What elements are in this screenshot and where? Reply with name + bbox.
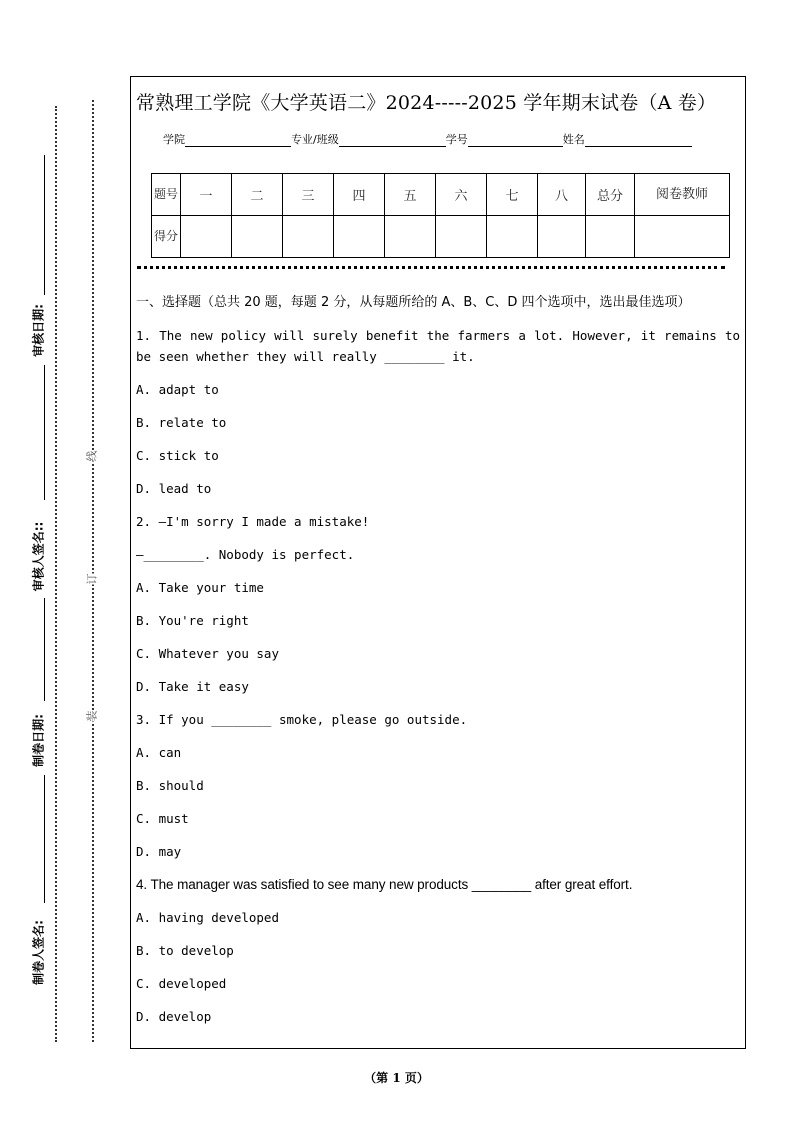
score-cell[interactable] <box>635 216 730 258</box>
question-content <box>136 292 748 1039</box>
major-class-label: 专业/班级 <box>291 133 339 146</box>
answer-option: A. can <box>136 745 182 760</box>
answer-option: D. develop <box>136 1009 212 1024</box>
score-cell[interactable] <box>232 216 283 258</box>
col-2: 二 <box>232 174 283 216</box>
col-5: 五 <box>385 174 436 216</box>
col-4: 四 <box>334 174 385 216</box>
student-id-field[interactable] <box>468 132 563 147</box>
answer-option: C. developed <box>136 976 227 991</box>
reviewer-signature-label: 审核人签名:: <box>31 521 46 592</box>
question-text: —________. Nobody is perfect. <box>136 547 355 562</box>
section-heading: 一、选择题（总共 20 题，每题 2 分，从每题所给的 A、B、C、D 四个选项中，选出最佳选项） <box>136 295 691 310</box>
exam-title: 常熟理工学院《大学英语二》2024-----2025 学年期末试卷（A 卷） <box>136 92 717 114</box>
answer-option: C. stick to <box>136 448 219 463</box>
col-8: 八 <box>538 174 586 216</box>
name-label: 姓名 <box>562 133 585 146</box>
answer-option: B. to develop <box>136 943 234 958</box>
score-label: 得分 <box>152 216 181 258</box>
col-total: 总分 <box>586 174 635 216</box>
answer-option: B. relate to <box>136 415 227 430</box>
answer-option: B. You're right <box>136 613 249 628</box>
col-3: 三 <box>283 174 334 216</box>
binding-char-bind: 装 <box>85 710 99 722</box>
answer-option: D. may <box>136 844 182 859</box>
college-field[interactable] <box>185 132 291 147</box>
binding-char-line: 线 <box>85 450 99 462</box>
preparer-signature-line <box>44 775 45 903</box>
answer-option: C. must <box>136 811 189 826</box>
col-6: 六 <box>436 174 487 216</box>
student-id-label: 学号 <box>445 133 468 146</box>
score-table-score-row <box>152 216 730 258</box>
answer-option: B. should <box>136 778 204 793</box>
separator-dotted-line <box>137 266 725 269</box>
page-footer: （第 1 页） <box>364 1071 429 1085</box>
score-cell[interactable] <box>538 216 586 258</box>
prep-date-label: 制卷日期: <box>31 714 46 767</box>
answer-option: D. Take it easy <box>136 679 249 694</box>
student-info-fields <box>163 131 692 147</box>
binding-dotted-line-outer <box>55 106 57 1042</box>
score-cell[interactable] <box>385 216 436 258</box>
answer-option: A. adapt to <box>136 382 219 397</box>
score-table-header-row <box>152 174 730 216</box>
prep-date-line <box>44 598 45 701</box>
binding-dotted-line-inner <box>92 100 94 1042</box>
review-date-label: 审核日期: <box>31 304 46 357</box>
score-cell[interactable] <box>181 216 232 258</box>
col-1: 一 <box>181 174 232 216</box>
college-label: 学院 <box>163 133 185 146</box>
major-class-field[interactable] <box>339 132 446 147</box>
col-grader: 阅卷教师 <box>635 174 730 216</box>
question-text: 1. The new policy will surely benefit the farmers a lot. However, it remains to be seen whether they will really ________ it. <box>136 328 748 364</box>
score-cell[interactable] <box>586 216 635 258</box>
score-cell[interactable] <box>436 216 487 258</box>
question-number-label: 题号 <box>152 174 181 216</box>
preparer-signature-label: 制卷人签名: <box>31 920 46 985</box>
question-text: 4. The manager was satisfied to see many new products ________ after great effort. <box>136 877 633 892</box>
score-table <box>151 173 730 258</box>
binding-char-staple: 订 <box>85 573 99 585</box>
reviewer-signature-line <box>44 365 45 500</box>
review-date-line <box>44 155 45 295</box>
score-cell[interactable] <box>283 216 334 258</box>
answer-option: C. Whatever you say <box>136 646 279 661</box>
question-text: 3. If you ________ smoke, please go outside. <box>136 712 468 727</box>
answer-option: A. Take your time <box>136 580 264 595</box>
answer-option: D. lead to <box>136 481 212 496</box>
score-cell[interactable] <box>334 216 385 258</box>
score-cell[interactable] <box>487 216 538 258</box>
question-text: 2. —I'm sorry I made a mistake! <box>136 514 370 529</box>
answer-option: A. having developed <box>136 910 279 925</box>
name-field[interactable] <box>585 132 692 147</box>
col-7: 七 <box>487 174 538 216</box>
